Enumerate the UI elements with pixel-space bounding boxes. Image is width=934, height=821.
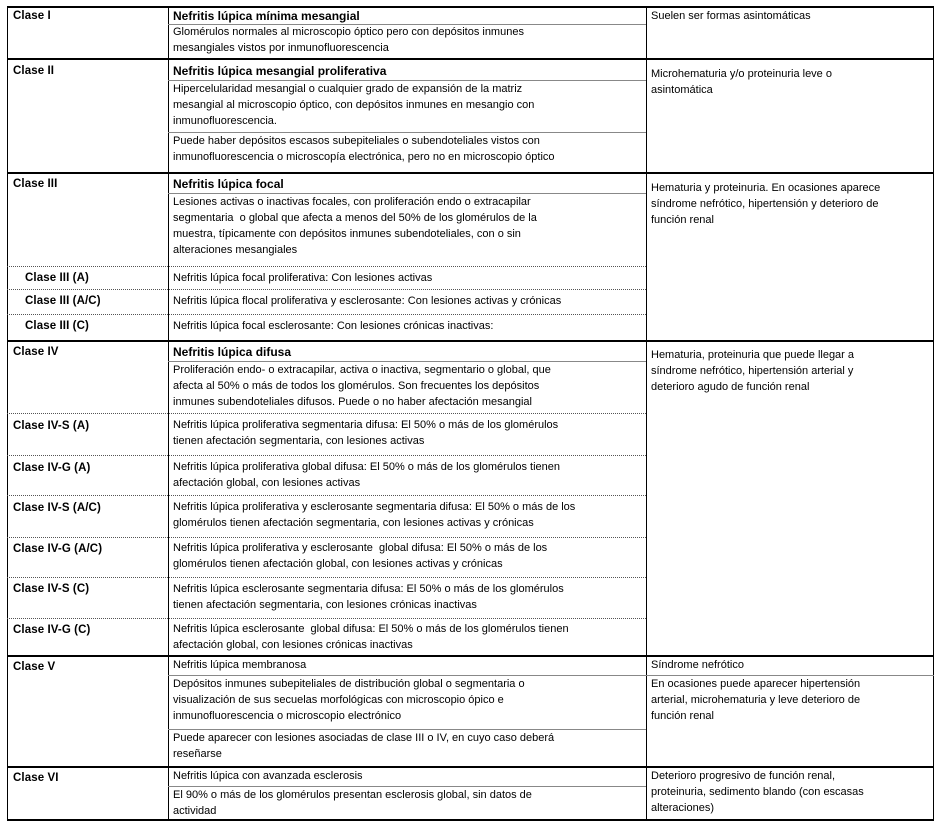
class-title: Nefritis lúpica difusa	[173, 345, 292, 359]
class-description-line: inmunofluorescencia.	[173, 115, 277, 127]
title-rule	[168, 675, 934, 676]
dotted-separator	[7, 495, 646, 496]
class-description-line: segmentaria o global que afecta a menos del 50% de los glomérulos de la	[173, 212, 537, 224]
class-label: Clase III	[13, 178, 58, 190]
subclass-text: Nefritis lúpica proliferativa y esclerosante segmentaria difusa: El 50% o más de los	[173, 501, 576, 513]
class-description-line: alteraciones mesangiales	[173, 244, 298, 256]
subclass-text: Nefritis lúpica proliferativa y esclerosante global difusa: El 50% o más de los	[173, 542, 548, 554]
class-description-line: Glomérulos normales al microscopio óptico pero con depósitos inmunes	[173, 26, 524, 38]
clinical-line: deterioro agudo de función renal	[651, 381, 810, 393]
subclass-label: Clase IV-S (A)	[13, 420, 90, 432]
dotted-separator	[7, 289, 646, 290]
clinical-line: asintomática	[651, 84, 713, 96]
class-description-line: Depósitos inmunes subepiteliales de distribución global o segmentaria o	[173, 678, 525, 690]
class-description-line: mesangiales vistos por inmunofluorescencia	[173, 42, 389, 54]
row-separator	[7, 655, 934, 657]
dotted-separator	[7, 455, 646, 456]
row-separator	[7, 172, 934, 174]
class-description-line: mesangial al microscopio óptico, con depósitos inmunes en mesangio con	[173, 99, 535, 111]
clinical-line: síndrome nefrótico, hipertensión y deterioro de	[651, 198, 879, 210]
class-title: Nefritis lúpica mesangial proliferativa	[173, 64, 387, 78]
clinical-line: Suelen ser formas asintomáticas	[651, 10, 811, 22]
sub-rule	[168, 729, 646, 730]
subclass-text: glomérulos tienen afectación global, con lesiones activas y crónicas	[173, 558, 503, 570]
subclass-text: glomérulos tienen afectación segmentaria, con lesiones activas y crónicas	[173, 517, 534, 529]
dotted-separator	[7, 537, 646, 538]
subclass-label: Clase IV-G (A/C)	[13, 543, 103, 555]
subclass-text: Nefritis lúpica esclerosante segmentaria difusa: El 50% o más de los glomérulos	[173, 583, 564, 595]
class-description-line: Puede haber depósitos escasos subepiteliales o subendoteliales vistos con	[173, 135, 540, 147]
clinical-line: alteraciones)	[651, 802, 714, 814]
subclass-text: Nefritis lúpica flocal proliferativa y esclerosante: Con lesiones activas y crónicas	[173, 295, 562, 307]
class-label: Clase I	[13, 10, 51, 22]
subclass-text: afectación global, con lesiones activas	[173, 477, 361, 489]
subclass-label: Clase IV-S (C)	[13, 583, 90, 595]
subclass-label: Clase III (C)	[25, 320, 89, 332]
clinical-line: En ocasiones puede aparecer hipertensión	[651, 678, 861, 690]
row-separator	[7, 340, 934, 342]
class-label: Clase II	[13, 65, 55, 77]
dotted-separator	[7, 314, 646, 315]
subclass-label: Clase III (A)	[25, 272, 89, 284]
title-rule	[168, 80, 646, 81]
title-rule	[168, 361, 646, 362]
class-description-line: Proliferación endo- o extracapilar, activa o inactiva, segmentario o global, que	[173, 364, 551, 376]
clinical-line: función renal	[651, 214, 714, 226]
class-description-line: inmunofluorescencia o microscopio electrónico	[173, 710, 402, 722]
class-description-line: muestra, típicamente con depósitos inmunes subendoteliales, con o sin	[173, 228, 521, 240]
subclass-text: tienen afectación segmentaria, con lesiones activas	[173, 435, 425, 447]
subclass-text: tienen afectación segmentaria, con lesiones crónicas inactivas	[173, 599, 477, 611]
clinical-line: Hematuria y proteinuria. En ocasiones aparece	[651, 182, 881, 194]
subclass-label: Clase IV-G (A)	[13, 462, 91, 474]
clinical-line: síndrome nefrótico, hipertensión arterial y	[651, 365, 854, 377]
class-title: Nefritis lúpica con avanzada esclerosis	[173, 770, 363, 782]
class-description-line: Lesiones activas o inactivas focales, con proliferación endo o extracapilar	[173, 196, 531, 208]
class-title: Nefritis lúpica membranosa	[173, 659, 307, 671]
title-rule	[168, 193, 646, 194]
subclass-label: Clase III (A/C)	[25, 295, 101, 307]
subclass-text: Nefritis lúpica proliferativa segmentaria difusa: El 50% o más de los glomérulos	[173, 419, 559, 431]
row-separator	[7, 766, 934, 768]
clinical-line: Deterioro progresivo de función renal,	[651, 770, 836, 782]
class-title: Nefritis lúpica focal	[173, 177, 284, 191]
clinical-line: Síndrome nefrótico	[651, 659, 744, 671]
subclass-text: Nefritis lúpica focal esclerosante: Con lesiones crónicas inactivas:	[173, 320, 494, 332]
title-rule	[168, 786, 646, 787]
class-description-line: Hipercelularidad mesangial o cualquier grado de expansión de la matriz	[173, 83, 523, 95]
clinical-line: función renal	[651, 710, 714, 722]
column-divider-2	[646, 6, 647, 820]
subclass-text: afectación global, con lesiones crónicas inactivas	[173, 639, 413, 651]
class-description-line: El 90% o más de los glomérulos presentan esclerosis global, sin datos de	[173, 789, 532, 801]
dotted-separator	[7, 577, 646, 578]
class-description-line: reseñarse	[173, 748, 222, 760]
clinical-line: proteinuria, sedimento blando (con escasas	[651, 786, 864, 798]
clinical-line: Hematuria, proteinuria que puede llegar a	[651, 349, 855, 361]
class-label: Clase VI	[13, 772, 59, 784]
class-description-line: visualización de sus secuelas morfológicas con microscopio ópico e	[173, 694, 504, 706]
class-description-line: actividad	[173, 805, 217, 817]
class-title: Nefritis lúpica mínima mesangial	[173, 9, 360, 23]
subclass-text: Nefritis lúpica proliferativa global difusa: El 50% o más de los glomérulos tienen	[173, 461, 561, 473]
subclass-text: Nefritis lúpica esclerosante global difusa: El 50% o más de los glomérulos tienen	[173, 623, 569, 635]
row-separator	[7, 58, 934, 60]
table-top-border	[7, 6, 934, 8]
class-description-line: inmunofluorescencia o microscopía electrónica, pero no en microscopio óptico	[173, 151, 555, 163]
class-label: Clase IV	[13, 346, 59, 358]
class-description-line: inmunes subendoteliales difusos. Puede o no haber afectación mesangial	[173, 396, 532, 408]
clinical-line: Microhematuria y/o proteinuria leve o	[651, 68, 832, 80]
subclass-label: Clase IV-G (C)	[13, 624, 91, 636]
dotted-separator	[7, 618, 646, 619]
class-description-line: Puede aparecer con lesiones asociadas de clase III o IV, en cuyo caso deberá	[173, 732, 555, 744]
sub-rule	[168, 132, 646, 133]
dotted-separator	[7, 413, 646, 414]
dotted-separator	[7, 266, 646, 267]
class-description-line: afecta al 50% o más de todos los glomérulos. Son frecuentes los depósitos	[173, 380, 540, 392]
clinical-line: arterial, microhematuria y leve deterioro de	[651, 694, 861, 706]
class-label: Clase V	[13, 661, 56, 673]
subclass-label: Clase IV-S (A/C)	[13, 502, 101, 514]
subclass-text: Nefritis lúpica focal proliferativa: Con lesiones activas	[173, 272, 433, 284]
